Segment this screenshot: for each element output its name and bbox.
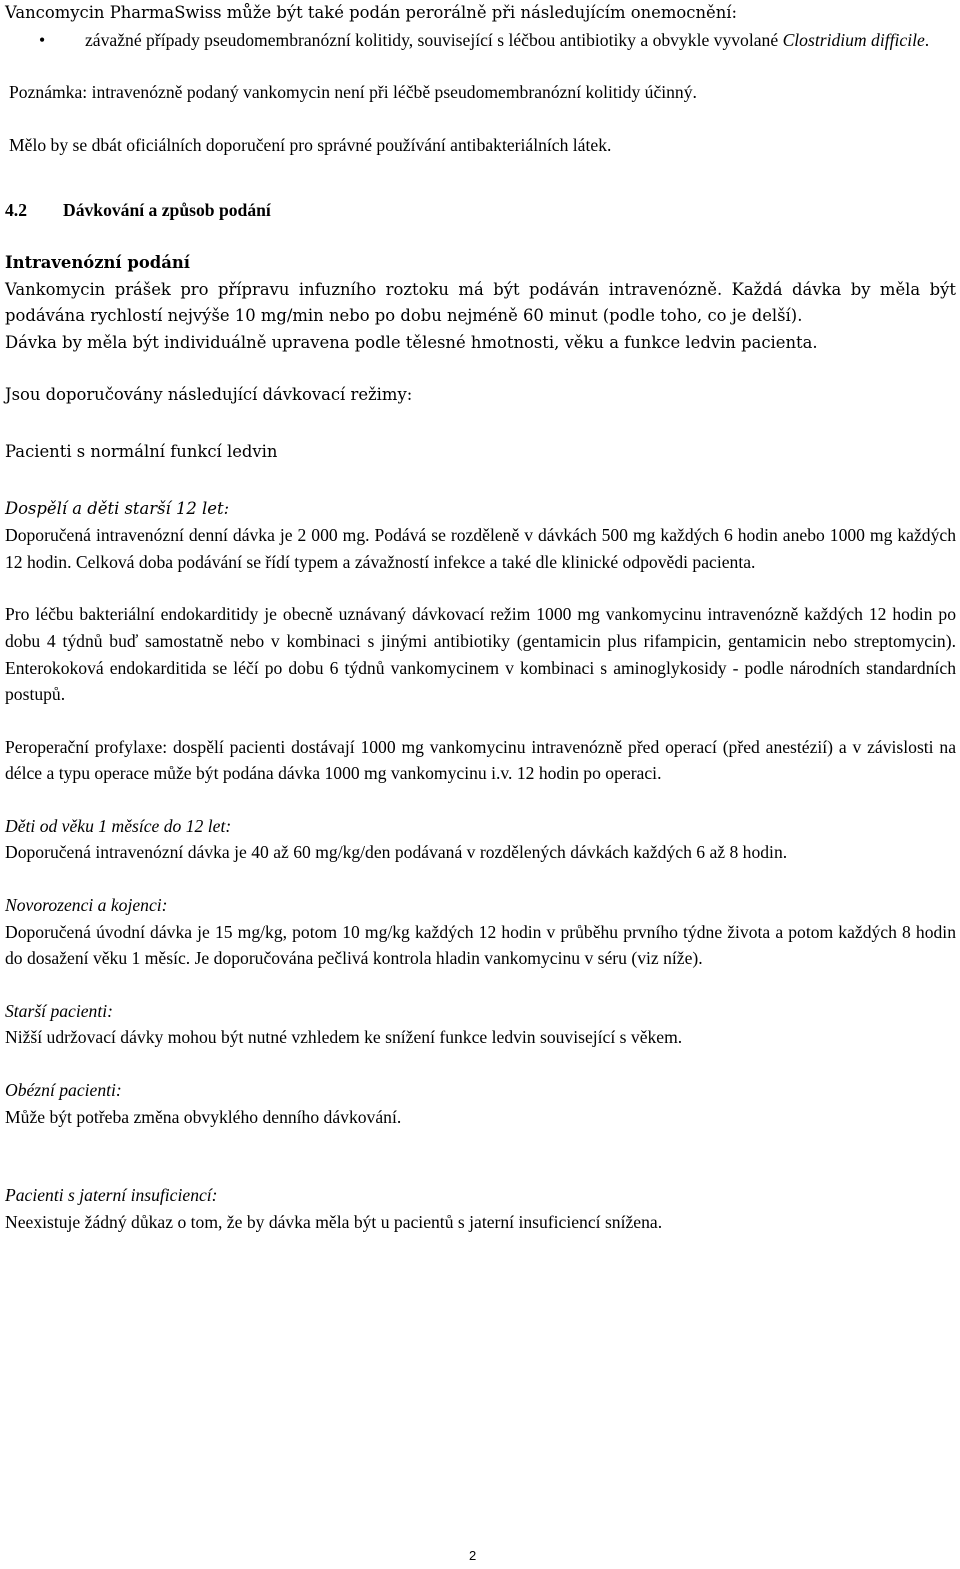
intro-lead: Vancomycin PharmaSwiss může být také podán perorálně při následujícím onemocnění: (5, 3, 738, 22)
bullet-text: závažné případy pseudomembranózní kolitidy, související s léčbou antibiotiky a obvykle vyvolané (85, 29, 783, 50)
section-heading (5, 197, 956, 224)
page-number: 2 (469, 1548, 477, 1563)
bullet-item (5, 27, 956, 54)
elderly-text: Nižší udržovací dávky mohou být nutné vzhledem ke snížení funkce ledvin související s věkem. (5, 1027, 683, 1048)
bullet-end: . (924, 29, 930, 50)
elderly-heading: Starší pacienti: (5, 1000, 113, 1021)
section-para-2: Dávka by měla být individuálně upravena podle tělesné hmotnosti, věku a funkce ledvin pacienta. (5, 332, 818, 352)
section-subtitle: Intravenózní podání (5, 252, 190, 272)
children-heading: Děti od věku 1 měsíce do 12 let: (5, 815, 232, 836)
intro-note: Poznámka: intravenózně podaný vankomycin není při léčbě pseudomembranózní kolitidy účinný. (9, 82, 697, 103)
section-number: 4.2 (5, 200, 27, 221)
document-page (5, 0, 956, 1235)
children-text: Doporučená intravenózní dávka je 40 až 60 mg/kg/den podávaná v rozdělených dávkách každých 6 až 8 hodin. (5, 842, 788, 863)
adults-prophylaxis: Peroperační profylaxe: dospělí pacienti dostávají 1000 mg vankomycinu intravenózně před operací (před anestézií) a v závislosti na délce a typu operace může být podána dávka 1000 mg vankomycinu i.v. 12 hodin po operaci. (5, 736, 956, 784)
section-title: Dávkování a způsob podání (63, 200, 271, 221)
hepatic-text: Neexistuje žádný důkaz o tom, že by dávka měla být u pacientů s jaterní insuficiencí snížena. (5, 1211, 663, 1232)
adults-endocarditis: Pro léčbu bakteriální endokarditidy je obecně uznávaný dávkovací režim 1000 mg vankomycinu intravenózně každých 12 hodin po dobu 4 týdnů buď samostatně nebo v kombinaci s jinými antibiotiky (gentamicin plus rifampicin, gentamicin nebo streptomycin). Enterokoková endokarditida se léčí po dobu 6 týdnů vankomycinem v kombinaci s aminoglykosidy - podle národních standardních postupů. (5, 604, 956, 705)
neonates-heading: Novorozenci a kojenci: (5, 895, 168, 916)
obese-heading: Obézní pacienti: (5, 1080, 122, 1101)
intro-guidance: Mělo by se dbát oficiálních doporučení pro správné používání antibakteriálních látek. (9, 134, 612, 155)
regimens-intro: Jsou doporučovány následující dávkovací režimy: (5, 385, 413, 405)
adults-text: Doporučená intravenózní denní dávka je 2 000 mg. Podává se rozděleně v dávkách 500 mg každých 6 hodin anebo 1000 mg každých 12 hodin. Celková doba podávání se řídí typem a závažností infekce a také dle klinické odpovědi pacienta. (5, 525, 956, 572)
hepatic-heading: Pacienti s jaterní insuficiencí: (5, 1185, 218, 1206)
normal-renal-heading: Pacienti s normální funkcí ledvin (5, 441, 278, 461)
obese-text: Může být potřeba změna obvyklého denního dávkování. (5, 1106, 402, 1127)
bullet-italic-organism: Clostridium difficile (782, 29, 925, 50)
section-para-1: Vankomycin prášek pro přípravu infuzního roztoku má být podáván intravenózně. Každá dávka by měla být podávána rychlostí nejvýše 10 mg/min nebo po dobu nejméně 60 minut (podle toho, co je delší). (5, 279, 956, 326)
bullet-dot-icon: • (39, 29, 46, 50)
adults-heading: Dospělí a děti starší 12 let: (5, 498, 230, 518)
neonates-text: Doporučená úvodní dávka je 15 mg/kg, potom 10 mg/kg každých 12 hodin v průběhu prvního týdne života a potom každých 8 hodin do dosažení věku 1 měsíc. Je doporučována pečlivá kontrola hladin vankomycinu v séru (viz níže). (5, 921, 956, 969)
